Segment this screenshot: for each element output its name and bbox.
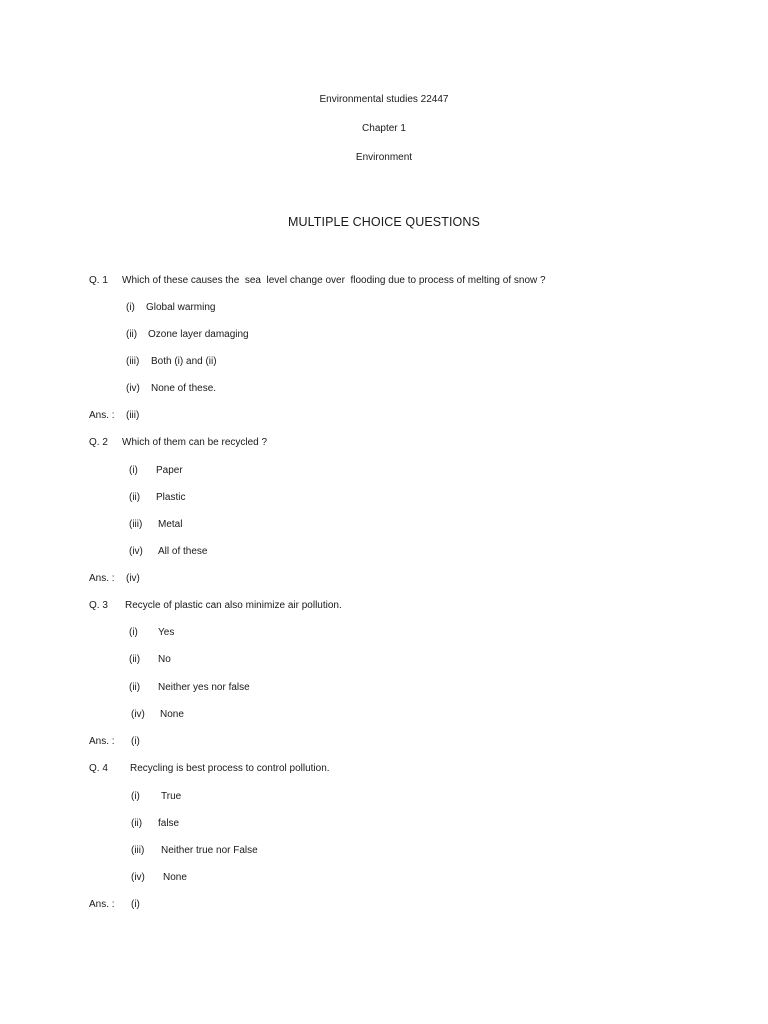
option-label: (ii) [131,818,143,829]
option-text: None [163,872,187,883]
answer-value: (i) [131,899,140,910]
course-title: Environmental studies 22447 [319,94,449,105]
topic-title: Environment [355,152,413,163]
option-label: (iii) [131,845,145,856]
option-text: All of these [158,546,208,557]
option-label: (iii) [126,356,140,367]
answer-label: Ans. : [89,899,115,910]
option-label: (iv) [131,872,145,883]
option-label: (i) [131,791,140,802]
answer-label: Ans. : [89,410,115,421]
option-text: Paper [156,465,183,476]
option-label: (i) [129,627,138,638]
answer-label: Ans. : [89,573,115,584]
option-text: Both (i) and (ii) [151,356,217,367]
answer-value: (iii) [126,410,140,421]
option-label: (i) [126,302,135,313]
option-label: (iv) [129,546,143,557]
option-text: No [158,654,171,665]
option-label: (i) [129,465,138,476]
option-text: Ozone layer damaging [148,329,249,340]
option-label: (iv) [126,383,140,394]
option-text: Global warming [146,302,216,313]
question-number: Q. 2 [89,437,108,448]
question-text: Recycle of plastic can also minimize air pollution. [125,600,342,611]
option-text: Plastic [156,492,186,503]
answer-label: Ans. : [89,736,115,747]
option-text: True [161,791,182,802]
question-number: Q. 4 [89,763,108,774]
option-label: (iii) [129,519,143,530]
option-text: None [160,709,184,720]
chapter-title: Chapter 1 [362,123,406,134]
option-label: (ii) [126,329,138,340]
answer-value: (iv) [126,573,140,584]
option-label: (ii) [129,492,141,503]
option-text: Neither true nor False [161,845,258,856]
question-text: Recycling is best process to control pollution. [130,763,330,774]
option-text: None of these. [151,383,217,394]
question-text: Which of these causes the sea level change over flooding due to process of melting of snow ? [122,275,546,286]
option-text: Metal [158,519,183,530]
option-label: (ii) [129,682,141,693]
option-label: (ii) [129,654,141,665]
question-number: Q. 1 [89,275,108,286]
section-heading: MULTIPLE CHOICE QUESTIONS [288,215,480,229]
answer-value: (i) [131,736,140,747]
question-number: Q. 3 [89,600,108,611]
question-text: Which of them can be recycled ? [122,437,268,448]
option-label: (iv) [131,709,145,720]
option-text: false [158,818,180,829]
option-text: Yes [158,627,175,638]
option-text: Neither yes nor false [158,682,250,693]
